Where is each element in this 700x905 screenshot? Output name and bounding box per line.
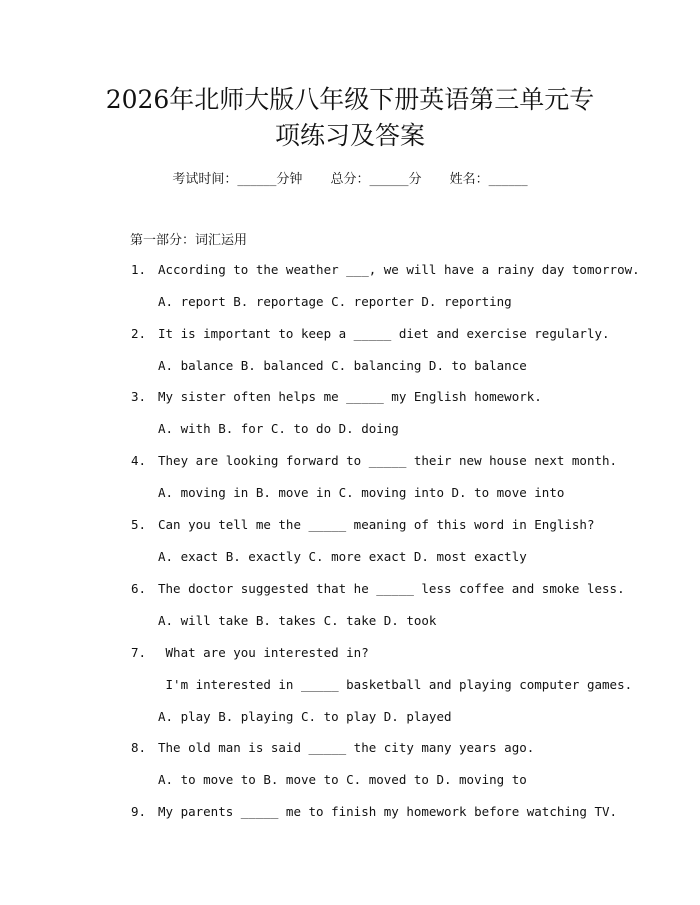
page-title-line1: 2026年北师大版八年级下册英语第三单元专 — [105, 85, 595, 114]
exam-meta — [0, 168, 700, 187]
question-4-options: A. moving in B. move in C. moving into D. to move into — [158, 485, 565, 500]
question-7-options: A. play B. playing C. to play D. played — [158, 709, 452, 724]
question-8 — [131, 740, 534, 755]
question-text: They are looking forward to _____ their new house next month. — [158, 453, 618, 468]
question-5-options: A. exact B. exactly C. more exact D. most exactly — [158, 549, 527, 564]
question-number: 6. — [131, 581, 147, 596]
page-title-line2: 项练习及答案 — [274, 121, 425, 150]
section-heading: 第一部分：词汇运用 — [130, 233, 248, 248]
question-3 — [131, 389, 542, 404]
question-4 — [131, 453, 617, 468]
question-text: It is important to keep a _____ diet and exercise regularly. — [158, 326, 610, 341]
question-6-options: A. will take B. takes C. take D. took — [158, 613, 437, 628]
student-name: 姓名：______ — [449, 172, 528, 187]
question-1-options: A. report B. reportage C. reporter D. reporting — [158, 294, 512, 309]
question-9 — [131, 804, 617, 819]
question-7 — [131, 645, 369, 660]
question-number: 9. — [131, 804, 147, 819]
question-number: 8. — [131, 740, 147, 755]
exam-time: 考试时间：______分钟 — [172, 172, 303, 187]
question-text: My sister often helps me _____ my English homework. — [158, 389, 542, 404]
question-text: According to the weather ___, we will have a rainy day tomorrow. — [158, 262, 640, 277]
exam-score: 总分：______分 — [330, 172, 422, 187]
question-number: 5. — [131, 517, 147, 532]
question-text: My parents _____ me to finish my homework before watching TV. — [158, 804, 618, 819]
question-text: What are you interested in? — [158, 645, 369, 660]
question-number: 7. — [131, 645, 147, 660]
question-6 — [131, 581, 625, 596]
question-text: The doctor suggested that he _____ less coffee and smoke less. — [158, 581, 625, 596]
question-3-options: A. with B. for C. to do D. doing — [158, 421, 399, 436]
question-number: 4. — [131, 453, 147, 468]
question-number: 1. — [131, 262, 147, 277]
question-7-line2: I'm interested in _____ basketball and playing computer games. — [158, 677, 633, 692]
question-number: 3. — [131, 389, 147, 404]
question-5 — [131, 517, 595, 532]
question-1 — [131, 262, 640, 277]
question-number: 2. — [131, 326, 147, 341]
question-8-options: A. to move to B. move to C. moved to D. moving to — [158, 772, 527, 787]
question-text: Can you tell me the _____ meaning of this word in English? — [158, 517, 595, 532]
question-2-options: A. balance B. balanced C. balancing D. to balance — [158, 358, 527, 373]
question-2 — [131, 326, 610, 341]
question-text: The old man is said _____ the city many years ago. — [158, 740, 535, 755]
